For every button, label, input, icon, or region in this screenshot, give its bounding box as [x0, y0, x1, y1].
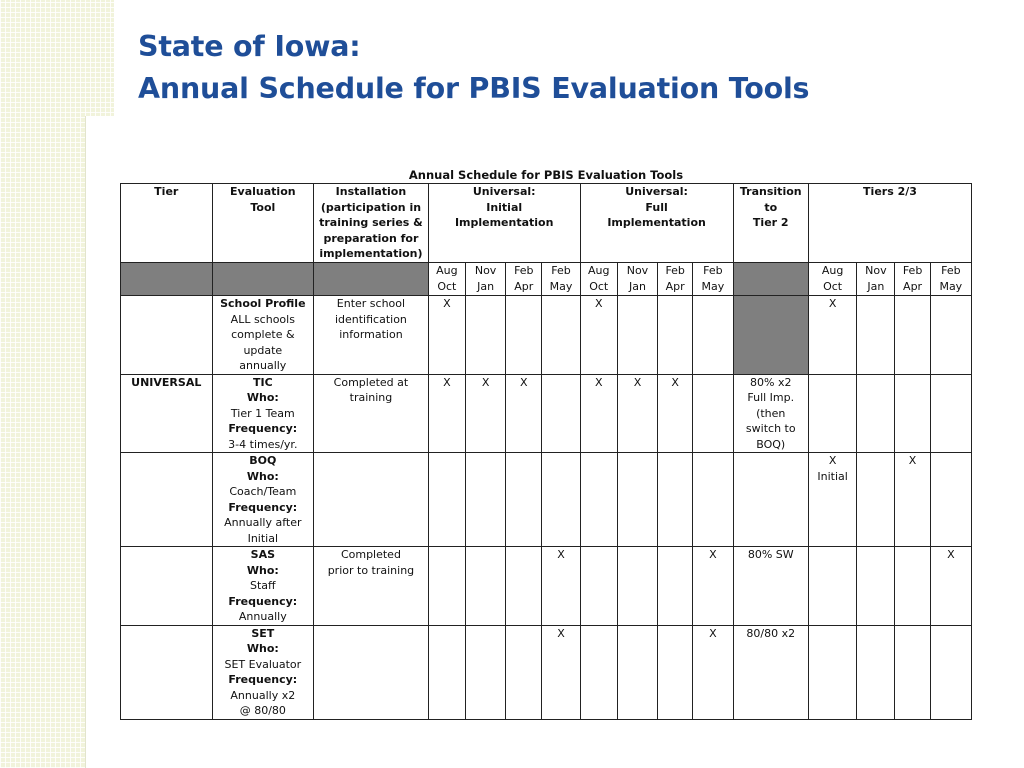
mark-cell [465, 374, 505, 453]
mark-cell [465, 453, 505, 547]
shaded-cell [212, 263, 314, 296]
installation-cell [314, 296, 429, 375]
mark-cell [930, 374, 971, 453]
mark-cell [895, 547, 930, 626]
table-row [121, 547, 972, 626]
mark-cell [693, 296, 733, 375]
cell-line: X [594, 297, 603, 310]
tier-cell [121, 453, 213, 547]
title-line-2: Annual Schedule for PBIS Evaluation Tools [138, 72, 810, 105]
cell-line: Annually [238, 610, 287, 623]
installation-cell [314, 374, 429, 453]
cell-line: Feb [665, 264, 685, 277]
cell-line: Initial [486, 200, 523, 214]
cell-line: Initial [247, 531, 279, 545]
transition-cell [733, 547, 808, 626]
cell-line: TIC [252, 375, 273, 389]
header-universal-full [580, 184, 733, 263]
mark-cell [658, 547, 693, 626]
cell-line: Tier 1 Team [230, 406, 295, 420]
cell-line: Nov [865, 264, 887, 277]
cell-line: X [557, 626, 565, 640]
mark-cell [693, 547, 733, 626]
cell-line: May [701, 279, 725, 293]
mark-cell [808, 625, 856, 719]
mark-cell [930, 453, 971, 547]
cell-line: 80/80 x2 [746, 626, 796, 640]
cell-line: Feb [514, 264, 534, 277]
cell-line: Universal: [472, 185, 536, 198]
mark-cell [617, 453, 657, 547]
mark-cell [506, 296, 542, 375]
header-transition [733, 184, 808, 263]
cell-line: Frequency: [228, 594, 298, 608]
mark-cell [895, 625, 930, 719]
cell-line: Oct [823, 279, 843, 293]
cell-line: Nov [626, 264, 649, 277]
mark-cell [617, 374, 657, 453]
cell-line: SET Evaluator [224, 657, 302, 671]
cell-line: Frequency: [228, 673, 298, 686]
month-cell [506, 263, 542, 296]
mark-cell [658, 296, 693, 375]
header-tier: Tier [121, 184, 213, 263]
cell-line: X [594, 375, 603, 389]
month-cell [930, 263, 971, 296]
cell-line: Who: [246, 469, 279, 483]
tier-cell [121, 296, 213, 375]
mark-cell [808, 374, 856, 453]
cell-line: X [828, 297, 837, 310]
slide-title [138, 26, 809, 110]
month-row [121, 263, 972, 296]
cell-line: Coach/Team [229, 485, 297, 498]
cell-line: BOQ) [756, 437, 786, 451]
tier-cell: UNIVERSAL [121, 374, 213, 453]
cell-line: Annually x2 [230, 688, 296, 702]
tool-cell [212, 453, 314, 547]
cell-line: Completed at [333, 375, 409, 389]
mark-cell [506, 547, 542, 626]
transition-cell [733, 374, 808, 453]
transition-cell [733, 296, 808, 375]
cell-line: X [709, 548, 717, 561]
mark-cell [580, 547, 617, 626]
month-cell [428, 263, 465, 296]
mark-cell [857, 453, 895, 547]
cell-line: Jan [628, 279, 646, 293]
mark-cell [617, 625, 657, 719]
mark-cell [428, 547, 465, 626]
cell-line: Jan [867, 279, 885, 293]
mark-cell [808, 547, 856, 626]
cell-line: X [633, 375, 642, 389]
cell-line: May [549, 279, 573, 293]
mark-cell [465, 547, 505, 626]
mark-cell [428, 453, 465, 547]
cell-line: Who: [246, 642, 279, 655]
cell-line: Apr [903, 279, 923, 293]
mark-cell [542, 296, 580, 375]
cell-line: Oct [589, 279, 609, 293]
table-row [121, 625, 972, 719]
mark-cell [506, 374, 542, 453]
mark-cell [930, 625, 971, 719]
cell-line: Full Imp. [747, 391, 795, 404]
cell-line: Installation [335, 185, 407, 198]
cell-line: information [339, 328, 403, 341]
mark-cell [580, 296, 617, 375]
cell-line: training [349, 391, 393, 404]
tool-cell [212, 547, 314, 626]
shaded-cell [314, 263, 429, 296]
installation-cell [314, 547, 429, 626]
mark-cell [895, 374, 930, 453]
cell-line: implementation) [319, 247, 423, 260]
table-row [121, 374, 972, 453]
cell-line: preparation for [323, 231, 419, 245]
transition-cell [733, 625, 808, 719]
cell-line: 3-4 times/yr. [228, 437, 298, 451]
mark-cell [542, 374, 580, 453]
cell-line: X [557, 548, 565, 561]
header-tiers-2-3: Tiers 2/3 [808, 184, 971, 263]
cell-line: 80% x2 [750, 375, 792, 389]
month-cell [542, 263, 580, 296]
cell-line: X [947, 548, 955, 561]
table-row [121, 296, 972, 375]
month-cell [617, 263, 657, 296]
month-cell [808, 263, 856, 296]
cell-line: prior to training [327, 563, 415, 577]
cell-line: Feb [551, 264, 571, 277]
cell-line: ALL schools [230, 312, 295, 326]
cell-line: Feb [902, 264, 923, 277]
cell-line: training series & [319, 216, 423, 229]
mark-cell [428, 296, 465, 375]
cell-line: X [671, 375, 679, 389]
mark-cell [428, 374, 465, 453]
cell-line: X [908, 454, 917, 467]
mark-cell [465, 625, 505, 719]
mark-cell [857, 547, 895, 626]
cell-line: Annually after [224, 516, 302, 529]
schedule-body [121, 296, 972, 720]
month-cell [693, 263, 733, 296]
month-cell [895, 263, 930, 296]
mark-cell [930, 547, 971, 626]
cell-line: Nov [474, 264, 497, 277]
mark-cell [808, 453, 856, 547]
cell-line: to [764, 200, 778, 214]
mark-cell [542, 453, 580, 547]
mark-cell [808, 296, 856, 375]
month-cell [580, 263, 617, 296]
mark-cell [895, 453, 930, 547]
mark-cell [465, 296, 505, 375]
mark-cell [617, 296, 657, 375]
cell-line: Enter school [336, 297, 406, 310]
mark-cell [506, 625, 542, 719]
tool-cell [212, 374, 314, 453]
mark-cell [542, 625, 580, 719]
cell-line: Implementation [454, 216, 554, 229]
shaded-cell [121, 263, 213, 296]
cell-line: Aug [821, 264, 844, 277]
installation-cell [314, 453, 429, 547]
cell-line: Who: [246, 391, 279, 404]
cell-line: X [443, 375, 451, 389]
installation-cell [314, 625, 429, 719]
mark-cell [693, 625, 733, 719]
cell-line: SET [251, 626, 275, 640]
cell-line: Jan [477, 279, 495, 293]
cell-line: Aug [436, 264, 458, 277]
cell-line: Full [645, 200, 668, 214]
cell-line: X [520, 375, 528, 389]
schedule-table [120, 183, 972, 720]
cell-line: X [828, 454, 837, 467]
mark-cell [658, 625, 693, 719]
table-row [121, 453, 972, 547]
transition-cell [733, 453, 808, 547]
mark-cell [617, 547, 657, 626]
cell-line: X [443, 297, 451, 310]
cell-line: Staff [250, 579, 276, 592]
header-row [121, 184, 972, 263]
title-line-1: State of Iowa: [138, 30, 361, 63]
mark-cell [895, 296, 930, 375]
cell-line: @ 80/80 [239, 704, 286, 717]
cell-line: (participation in [320, 200, 422, 214]
cell-line: May [939, 279, 963, 293]
cell-line: Frequency: [228, 422, 298, 435]
mark-cell [580, 453, 617, 547]
cell-line: Tool [250, 200, 276, 214]
shaded-cell [733, 263, 808, 296]
cell-line: Apr [514, 279, 534, 293]
cell-line: SAS [250, 548, 275, 561]
cell-line: Feb [703, 264, 723, 277]
cell-line: School Profile [220, 297, 306, 310]
cell-line: BOQ [249, 454, 277, 467]
header-installation [314, 184, 429, 263]
mark-cell [857, 296, 895, 375]
cell-line: Feb [941, 264, 961, 277]
mark-cell [693, 374, 733, 453]
mark-cell [658, 374, 693, 453]
cell-line: X [481, 375, 490, 389]
header-universal-initial [428, 184, 580, 263]
table-caption: Annual Schedule for PBIS Evaluation Tools [408, 168, 684, 182]
cell-line: Aug [588, 264, 610, 277]
month-cell [857, 263, 895, 296]
cell-line: annually [239, 359, 287, 372]
mark-cell [506, 453, 542, 547]
tool-cell [212, 296, 314, 375]
tier-cell [121, 625, 213, 719]
tier-cell [121, 547, 213, 626]
mark-cell [857, 625, 895, 719]
month-cell [465, 263, 505, 296]
cell-line: update [243, 343, 283, 357]
cell-line: Universal: [625, 185, 688, 198]
cell-line: 80% SW [747, 548, 794, 561]
cell-line: Apr [665, 279, 685, 293]
cell-line: Initial [817, 469, 848, 483]
mark-cell [693, 453, 733, 547]
cell-line: Transition [739, 185, 802, 198]
cell-line: Evaluation [230, 185, 296, 198]
header-evaluation-tool [212, 184, 314, 263]
mark-cell [930, 296, 971, 375]
cell-line: Oct [437, 279, 457, 293]
cell-line: (then [756, 406, 786, 420]
mark-cell [428, 625, 465, 719]
cell-line: complete & [231, 328, 295, 341]
cell-line: Completed [340, 548, 401, 561]
tool-cell [212, 625, 314, 719]
mark-cell [580, 374, 617, 453]
mark-cell [857, 374, 895, 453]
cell-line: Tier 2 [752, 216, 789, 229]
cell-line: X [709, 626, 717, 640]
cell-line: Who: [246, 563, 279, 577]
month-cell [658, 263, 693, 296]
cell-line: Implementation [607, 216, 706, 229]
cell-line: switch to [745, 422, 796, 435]
cell-line: Frequency: [228, 500, 298, 514]
mark-cell [542, 547, 580, 626]
mark-cell [658, 453, 693, 547]
cell-line: identification [334, 312, 407, 326]
mark-cell [580, 625, 617, 719]
